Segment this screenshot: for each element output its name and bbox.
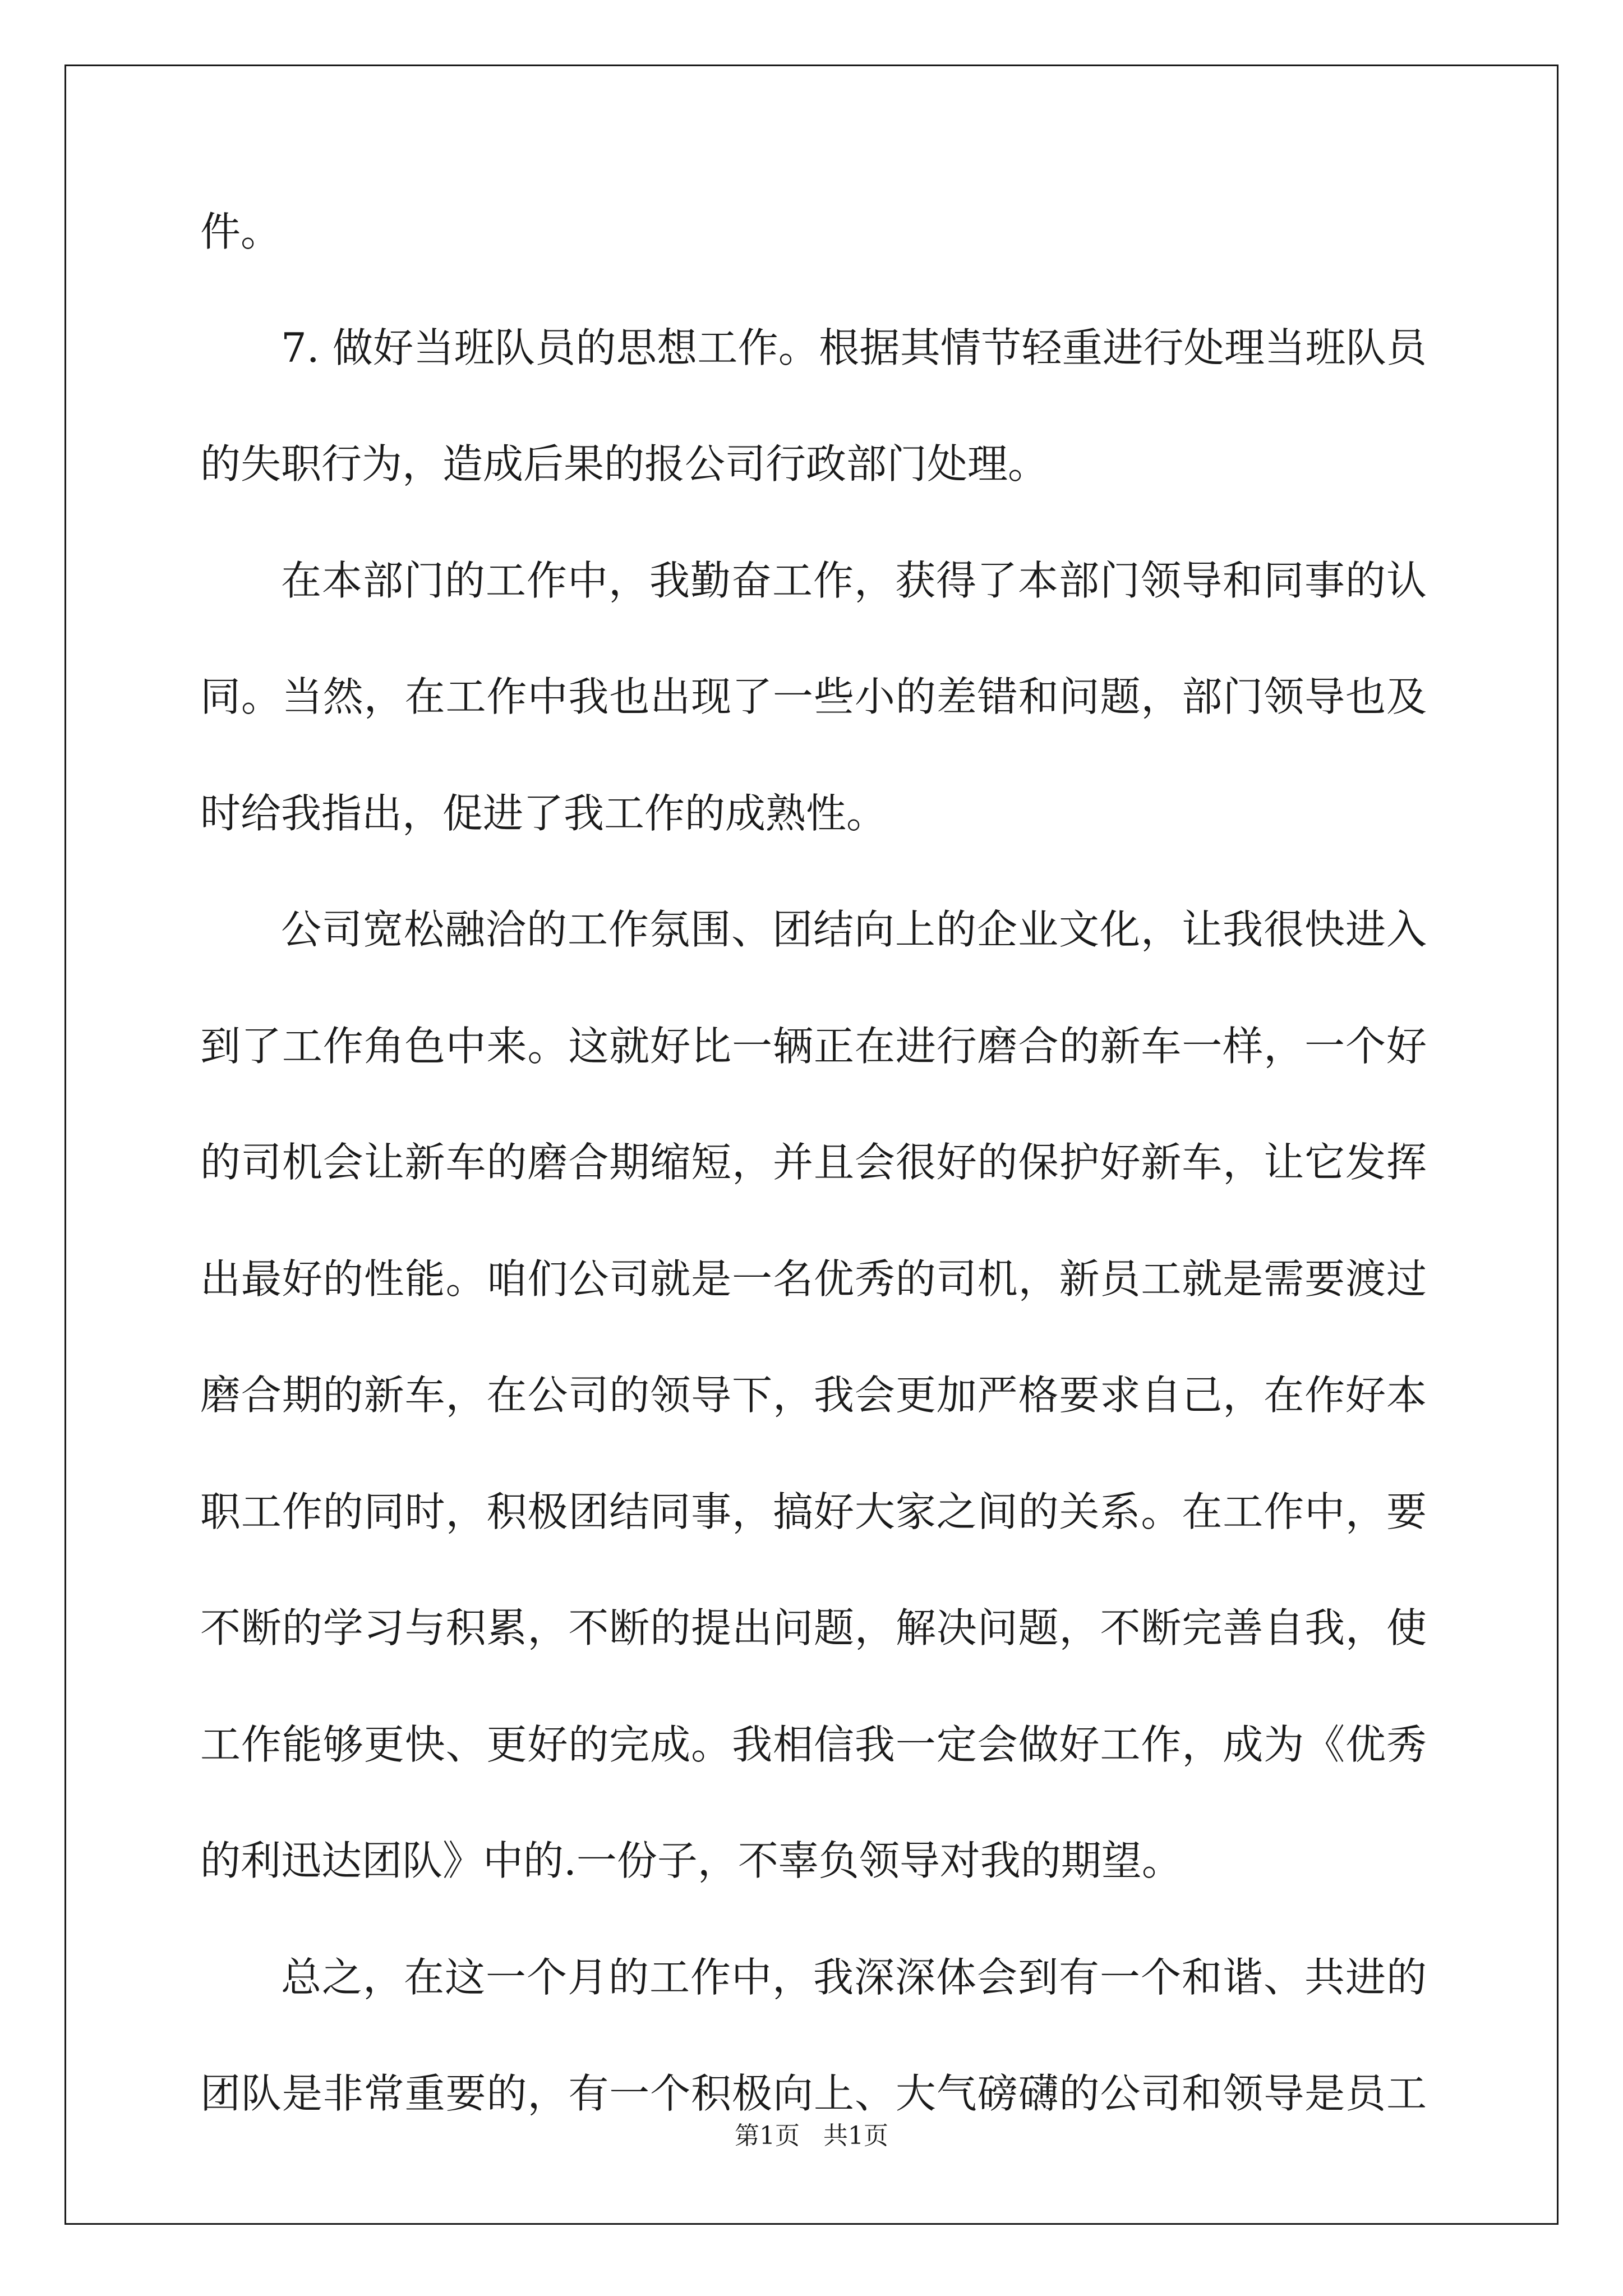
paragraph-line: 总之，在这一个月的工作中，我深深体会到有一个和谐、共进的 [281,1954,1427,2001]
paragraph-line: 出最好的性能。咱们公司就是一名优秀的司机，新员工就是需要渡过 [200,1255,1427,1303]
paragraph-line: 工作能够更快、更好的完成。我相信我一定会做好工作，成为《优秀 [200,1721,1427,1768]
page-footer: 第1页 共1页 [735,2122,888,2150]
paragraph-line: 到了工作角色中来。这就好比一辆正在进行磨合的新车一样，一个好 [200,1023,1427,1070]
paragraph-line: 时给我指出，促进了我工作的成熟性。 [200,790,887,837]
list-item-7-line: 7. 做好当班队员的思想工作。根据其情节轻重进行处理当班队员 [281,324,1427,371]
paragraph-line: 公司宽松融洽的工作氛围、团结向上的企业文化，让我很快进入 [281,906,1427,953]
paragraph-line: 不断的学习与积累，不断的提出问题，解决问题，不断完善自我，使 [200,1604,1427,1651]
paragraph-line: 的司机会让新车的磨合期缩短，并且会很好的保护好新车，让它发挥 [200,1139,1427,1186]
paragraph-line: 磨合期的新车，在公司的领导下，我会更加严格要求自己，在作好本 [200,1372,1427,1419]
paragraph-line: 同。当然，在工作中我也出现了一些小的差错和问题，部门领导也及 [200,673,1427,720]
list-item-7-line: 的失职行为，造成后果的报公司行政部门处理。 [200,440,1049,487]
text-line: 件。 [200,208,282,255]
paragraph-line: 在本部门的工作中，我勤奋工作，获得了本部门领导和同事的认 [281,557,1427,604]
paragraph-line: 团队是非常重要的，有一个积极向上、大气磅礴的公司和领导是员工 [200,2070,1427,2117]
paragraph-line: 职工作的同时，积极团结同事，搞好大家之间的关系。在工作中，要 [200,1488,1427,1535]
paragraph-line: 的利迅达团队》中的.一份子，不辜负领导对我的期望。 [200,1837,1182,1884]
